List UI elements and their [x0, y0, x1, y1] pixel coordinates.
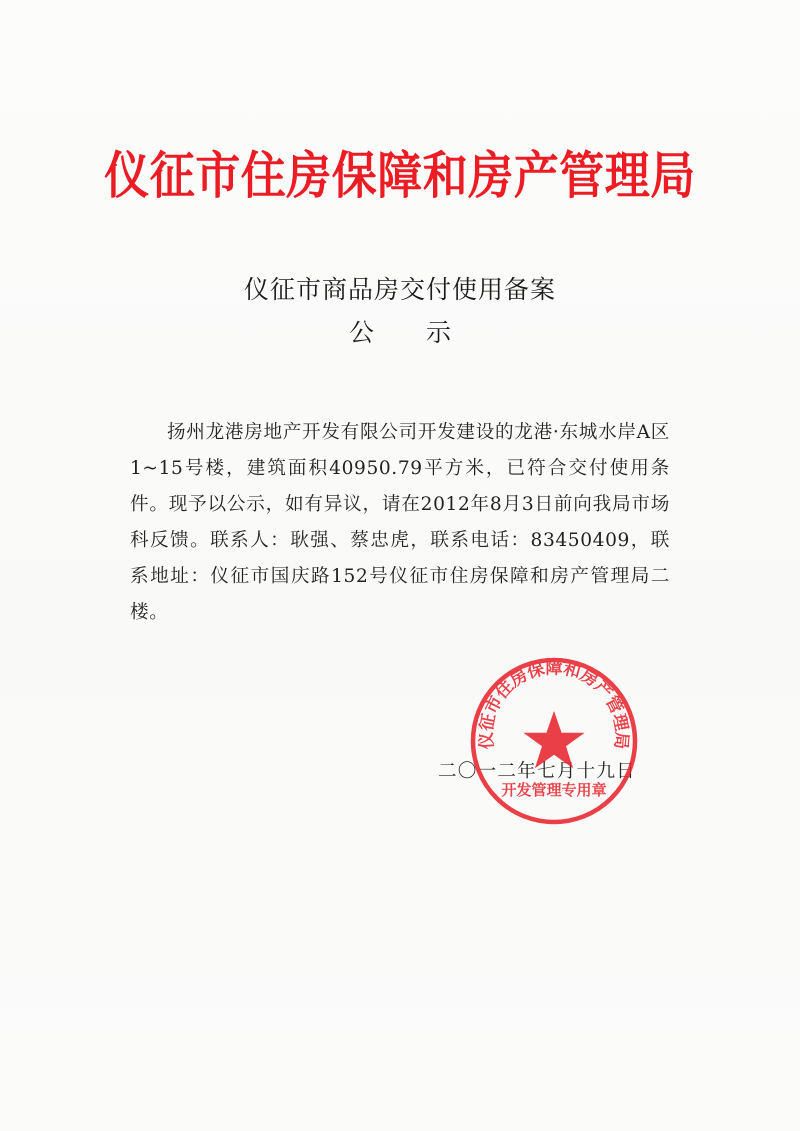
official-seal: [468, 655, 640, 827]
star-icon: [523, 711, 584, 768]
seal-bottom-text: 开发管理专用章: [501, 781, 607, 799]
notice-title: 仪征市商品房交付使用备案: [243, 275, 556, 304]
seal-graphic: [468, 655, 640, 827]
letterhead-org-name: 仪征市住房保障和房产管理局: [104, 146, 696, 206]
notice-date: 二〇一二年七月十九日: [438, 761, 636, 782]
seal-arc-text: 仪征市住房保障和房产管理局: [476, 658, 632, 750]
notice-body: 扬州龙港房地产开发有限公司开发建设的龙港·东城水岸A区1~15号楼，建筑面积40950.79平方米，已符合交付使用条件。现予以公示，如有异议，请在2012年8月3日前向我局市场科反馈。联系人：耿强、蔡忠虎，联系电话：83450409，联系地址：仪征市国庆路152号仪征市住房保障和房产管理局二楼。: [130, 422, 670, 623]
notice-subtitle: 公示: [348, 318, 503, 347]
